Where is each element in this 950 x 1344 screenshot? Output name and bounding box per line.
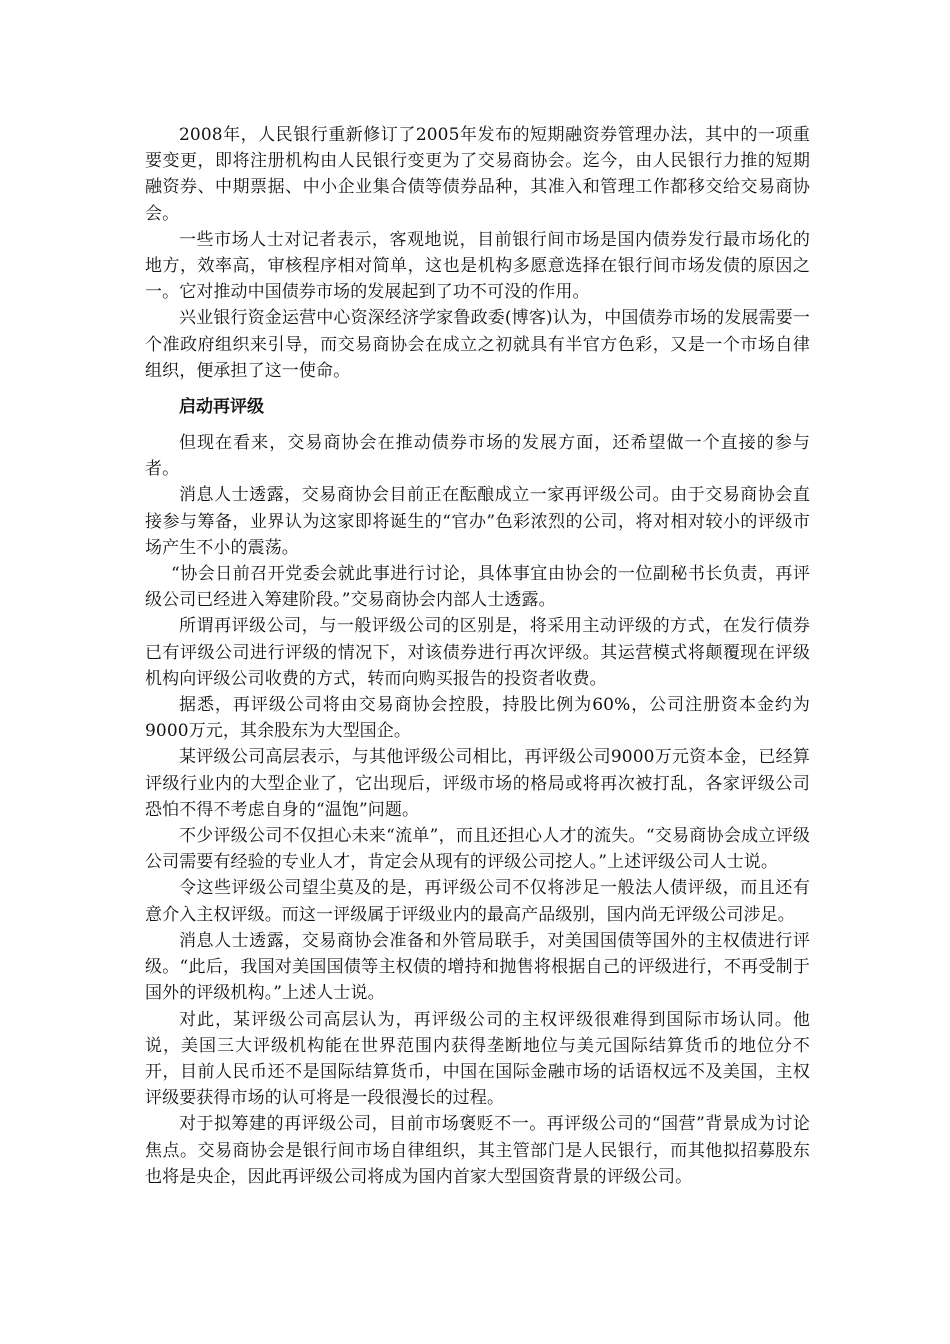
paragraph: 不少评级公司不仅担心未来“流单”，而且还担心人才的流失。“交易商协会成立评级公司需要有经验的专业人才，肯定会从现有的评级公司挖人。”上述评级公司人士说。 — [145, 826, 810, 873]
paragraph: “协会日前召开党委会就此事进行讨论，具体事宜由协会的一位副秘书长负责，再评级公司已经进入筹建阶段。”交易商协会内部人士透露。 — [145, 564, 810, 611]
paragraph: 某评级公司高层表示，与其他评级公司相比，再评级公司9000万元资本金，已经算评级行业内的大型企业了，它出现后，评级市场的格局或将再次被打乱，各家评级公司恐怕不得不考虑自身的“温饱”问题。 — [145, 747, 810, 820]
paragraph: 兴业银行资金运营中心资深经济学家鲁政委(博客)认为，中国债券市场的发展需要一个准政府组织来引导，而交易商协会在成立之初就具有半官方色彩，又是一个市场自律组织，便承担了这一使命。 — [145, 308, 810, 381]
paragraph: 所谓再评级公司，与一般评级公司的区别是，将采用主动评级的方式，在发行债券已有评级公司进行评级的情况下，对该债券进行再次评级。其运营模式将颠覆现在评级机构向评级公司收费的方式，转而向购买报告的投资者收费。 — [145, 616, 810, 689]
section-heading: 启动再评级 — [179, 397, 264, 418]
paragraph: 但现在看来，交易商协会在推动债券市场的发展方面，还希望做一个直接的参与者。 — [145, 433, 810, 480]
paragraph: 消息人士透露，交易商协会准备和外管局联手，对美国国债等国外的主权债进行评级。“此后，我国对美国国债等主权债的增持和抛售将根据自己的评级进行，不再受制于国外的评级机构。”上述人士说。 — [145, 930, 810, 1004]
document-page — [145, 122, 810, 1190]
paragraph: 对此，某评级公司高层认为，再评级公司的主权评级很难得到国际市场认同。他说，美国三大评级机构能在世界范围内获得垄断地位与美元国际结算货币的地位分不开，目前人民币还不是国际结算货币，中国在国际金融市场的话语权远不及美国，主权评级要获得市场的认可将是一段很漫长的过程。 — [145, 1009, 810, 1109]
paragraph: 一些市场人士对记者表示，客观地说，目前银行间市场是国内债券发行最市场化的地方，效率高，审核程序相对简单，这也是机构多愿意选择在银行间市场发债的原因之一。它对推动中国债券市场的发展起到了功不可没的作用。 — [145, 229, 810, 303]
paragraph: 令这些评级公司望尘莫及的是，再评级公司不仅将涉足一般法人债评级，而且还有意介入主权评级。而这一评级属于评级业内的最高产品级别，国内尚无评级公司涉足。 — [145, 878, 810, 925]
paragraph: 消息人士透露，交易商协会目前正在酝酿成立一家再评级公司。由于交易商协会直接参与筹备，业界认为这家即将诞生的“官办”色彩浓烈的公司，将对相对较小的评级市场产生不小的震荡。 — [145, 485, 810, 558]
paragraph: 据悉，再评级公司将由交易商协会控股，持股比例为60%，公司注册资本金约为9000万元，其余股东为大型国企。 — [145, 695, 810, 742]
paragraph: 2008年，人民银行重新修订了2005年发布的短期融资券管理办法，其中的一项重要变更，即将注册机构由人民银行变更为了交易商协会。迄今，由人民银行力推的短期融资券、中期票据、中小企业集合债等债券品种，其准入和管理工作都移交给交易商协会。 — [145, 125, 810, 224]
paragraph: 对于拟筹建的再评级公司，目前市场褒贬不一。再评级公司的“国营”背景成为讨论焦点。交易商协会是银行间市场自律组织，其主管部门是人民银行，而其他拟招募股东也将是央企，因此再评级公司将成为国内首家大型国资背景的评级公司。 — [145, 1114, 810, 1187]
